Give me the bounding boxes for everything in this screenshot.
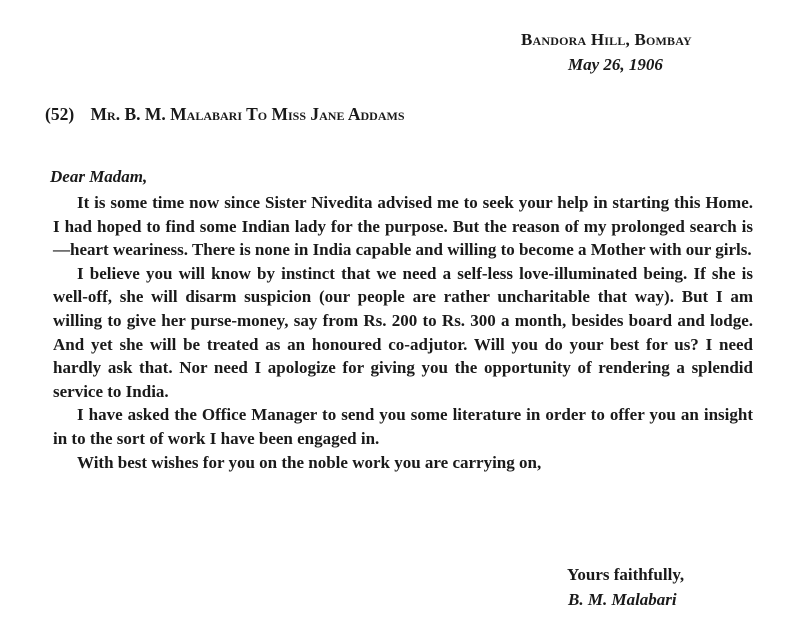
body-paragraph: It is some time now since Sister Nivedita advised me to seek your help in starting this Home. I had hoped to find some Indian lady for the purpose. But the reason of my prolonged search is—heart weariness. There is none in India capable and willing to become a Mother with our girls. xyxy=(53,193,753,260)
letter-address: Bandora Hill, Bombay xyxy=(521,30,692,49)
letter-signature: B. M. Malabari xyxy=(568,590,677,609)
body-paragraph: I believe you will know by instinct that we need a self-less love-illuminated being. If she is well-off, she will disarm suspicion (our people are rather uncharitable that way). But I am willing to give her purse-money, say from Rs. 200 to Rs. 300 a month, besides board and lodge. And yet she will be treated as an honoured co-adjutor. Will you do your best for us? I need hardly ask that. Nor need I apologize for giving you the opportunity of rendering a splendid service to India. xyxy=(53,263,753,401)
letter-title: Mr. B. M. Malabari To Miss Jane Addams xyxy=(90,104,405,124)
letter-closing: Yours faithfully, xyxy=(567,565,685,584)
letter-salutation: Dear Madam, xyxy=(50,167,148,186)
letter-date: May 26, 1906 xyxy=(568,55,663,74)
letter-heading xyxy=(45,104,405,125)
letter-number: (52) xyxy=(45,104,75,124)
body-paragraph: With best wishes for you on the noble work you are carrying on, xyxy=(77,452,542,472)
letter-body xyxy=(53,191,753,474)
body-paragraph: I have asked the Office Manager to send you some literature in order to offer you an insight in to the sort of work I have been engaged in. xyxy=(53,405,753,448)
